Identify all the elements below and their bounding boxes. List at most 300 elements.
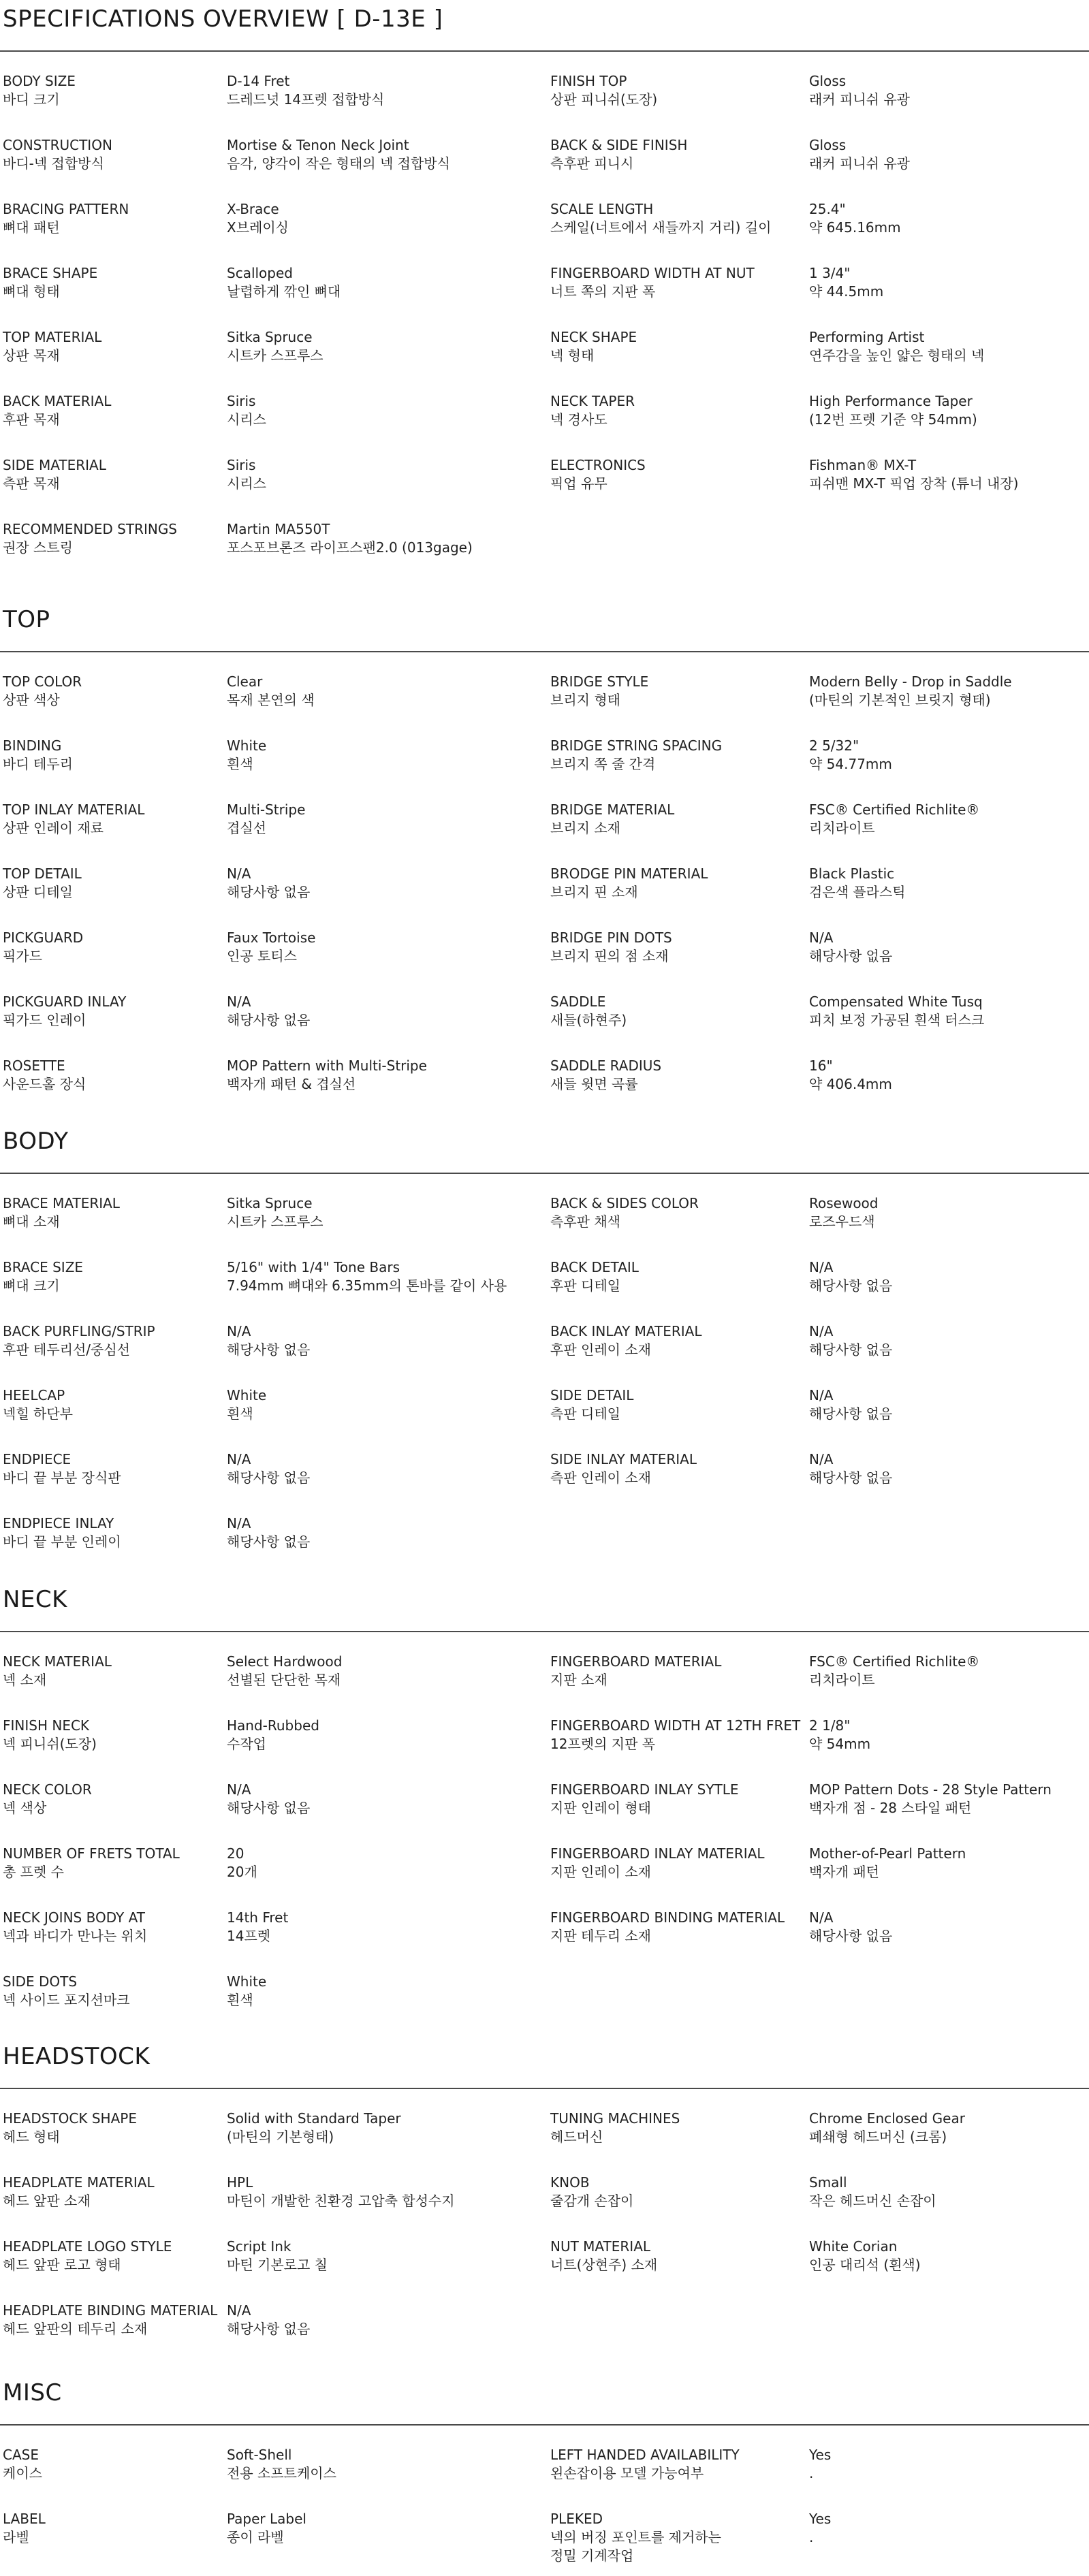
spec-value xyxy=(809,2238,921,2274)
spec-label xyxy=(550,1194,699,1231)
spec-value-en: D-14 Fret xyxy=(227,73,290,89)
spec-label-en: FINGERBOARD MATERIAL xyxy=(550,1653,722,1670)
spec-value-en: N/A xyxy=(227,1515,251,1531)
spec-label-ko: 새들 윗면 곡률 xyxy=(550,1076,638,1092)
spec-value-ko: 해당사항 없음 xyxy=(227,2321,311,2337)
spec-label xyxy=(550,456,646,493)
spec-value-en: N/A xyxy=(227,2302,251,2319)
spec-value-ko: 시트카 스프루스 xyxy=(227,347,323,364)
spec-value-en: White xyxy=(227,737,267,754)
spec-label-ko: 브리지 핀 소재 xyxy=(550,884,638,900)
spec-label-en: SIDE INLAY MATERIAL xyxy=(550,1451,697,1467)
spec-label xyxy=(3,865,82,902)
spec-label-ko: 상판 디테일 xyxy=(3,884,73,900)
spec-label-ko: 바디-넥 접합방식 xyxy=(3,155,104,172)
spec-value-en: 16" xyxy=(809,1058,833,1074)
spec-value xyxy=(809,1845,966,1881)
spec-label-en: LEFT HANDED AVAILABILITY xyxy=(550,2447,740,2463)
spec-label-ko: 픽업 유무 xyxy=(550,475,607,492)
spec-value-en: Modern Belly - Drop in Saddle xyxy=(809,673,1012,690)
spec-label-ko: 사운드홀 장식 xyxy=(3,1076,86,1092)
spec-label-ko: 측판 목재 xyxy=(3,475,60,492)
spec-value-ko: 리치라이트 xyxy=(809,1672,875,1688)
spec-value xyxy=(227,520,473,557)
spec-label-ko: 후판 테두리선/중심선 xyxy=(3,1341,130,1358)
spec-label-en: BRIDGE STRING SPACING xyxy=(550,737,723,754)
spec-label-ko: 브리지 쪽 줄 간격 xyxy=(550,756,656,772)
spec-value-en: Mother-of-Pearl Pattern xyxy=(809,1845,966,1862)
spec-label-en: RECOMMENDED STRINGS xyxy=(3,521,178,537)
spec-label-en: TOP DETAIL xyxy=(3,865,82,882)
spec-value-ko: 시트카 스프루스 xyxy=(227,1213,323,1230)
spec-value-en: Martin MA550T xyxy=(227,521,330,537)
spec-label-ko: 줄감개 손잡이 xyxy=(550,2193,634,2209)
spec-label xyxy=(550,737,722,774)
spec-value-en: Siris xyxy=(227,457,256,473)
spec-label-en: LABEL xyxy=(3,2511,46,2527)
spec-label-en: SCALE LENGTH xyxy=(550,201,654,217)
spec-label-en: BRIDGE MATERIAL xyxy=(550,801,675,818)
spec-label-ko: 바디 크기 xyxy=(3,91,60,108)
spec-label xyxy=(550,801,674,838)
spec-value xyxy=(227,2238,328,2274)
spec-value xyxy=(227,2446,336,2483)
spec-value xyxy=(809,136,910,173)
spec-value xyxy=(227,1909,288,1945)
spec-value xyxy=(809,801,979,838)
spec-label-en: PICKGUARD xyxy=(3,929,84,946)
spec-label-ko: 너트 쪽의 지판 폭 xyxy=(550,283,656,300)
spec-label xyxy=(3,1653,112,1689)
spec-value xyxy=(809,929,892,966)
spec-value xyxy=(809,1057,892,1094)
spec-label-ko: 넥 형태 xyxy=(550,347,595,364)
section-title-headstock: HEADSTOCK xyxy=(3,2043,151,2070)
spec-value xyxy=(227,2174,455,2210)
spec-value-ko: 백자개 패턴 & 겹실선 xyxy=(227,1076,356,1092)
spec-label xyxy=(550,673,648,710)
spec-label-ko: 정밀 기계작업 xyxy=(550,2547,634,2564)
spec-value-en: Select Hardwood xyxy=(227,1653,343,1670)
spec-value-en: Solid with Standard Taper xyxy=(227,2110,401,2127)
spec-label-ko: 바디 끝 부분 인레이 xyxy=(3,1533,121,1550)
spec-value-en: Clear xyxy=(227,673,263,690)
spec-value-ko: 시리스 xyxy=(227,475,266,492)
spec-label-en: BACK & SIDES COLOR xyxy=(550,1195,699,1211)
spec-label xyxy=(3,2446,42,2483)
spec-value-en: Rosewood xyxy=(809,1195,879,1211)
spec-label xyxy=(3,1386,73,1423)
spec-label-ko: 브리지 핀의 점 소재 xyxy=(550,948,669,964)
section-divider xyxy=(0,50,1089,52)
spec-value-ko: 선별된 단단한 목재 xyxy=(227,1672,341,1688)
spec-value xyxy=(227,72,384,109)
spec-label-ko: 권장 스트링 xyxy=(3,539,73,556)
spec-value-ko: 시리스 xyxy=(227,411,266,428)
spec-label xyxy=(3,1717,97,1753)
spec-value-ko: 흰색 xyxy=(227,756,253,772)
spec-value-ko: 리치라이트 xyxy=(809,820,875,836)
spec-value-ko: 흰색 xyxy=(227,1405,253,1422)
spec-value-en: Script Ink xyxy=(227,2238,291,2255)
spec-label-en: BRACING PATTERN xyxy=(3,201,129,217)
spec-label-en: BRACE SHAPE xyxy=(3,265,98,281)
spec-value-ko: 해당사항 없음 xyxy=(227,1800,311,1816)
spec-label-ko: 케이스 xyxy=(3,2465,42,2481)
spec-value-en: High Performance Taper xyxy=(809,393,973,409)
spec-label xyxy=(3,1973,130,2009)
spec-label-en: NECK JOINS BODY AT xyxy=(3,1909,145,1926)
spec-label xyxy=(550,1845,765,1881)
spec-value-ko: 작은 헤드머신 손잡이 xyxy=(809,2193,936,2209)
spec-label xyxy=(550,1781,739,1817)
spec-value-ko: 약 54mm xyxy=(809,1736,871,1752)
spec-label-en: SIDE MATERIAL xyxy=(3,457,106,473)
spec-value-en: White xyxy=(227,1387,267,1403)
spec-label-ko: 넥힐 하단부 xyxy=(3,1405,73,1422)
spec-value xyxy=(809,1258,892,1295)
spec-value xyxy=(809,1450,892,1487)
spec-value-ko: 해당사항 없음 xyxy=(809,948,893,964)
spec-value xyxy=(227,1386,266,1423)
spec-label xyxy=(3,1845,180,1881)
spec-value-ko: 겹실선 xyxy=(227,820,266,836)
spec-value xyxy=(809,328,984,365)
spec-value-en: Multi-Stripe xyxy=(227,801,306,818)
spec-label-ko: 픽가드 xyxy=(3,948,42,964)
spec-value xyxy=(809,993,984,1030)
spec-label xyxy=(550,200,771,237)
spec-label xyxy=(3,1057,86,1094)
spec-label-ko: 넥 색상 xyxy=(3,1800,47,1816)
spec-value-en: Performing Artist xyxy=(809,329,925,345)
spec-label-ko: 헤드 앞판 소재 xyxy=(3,2193,91,2209)
spec-value-en: Mortise & Tenon Neck Joint xyxy=(227,137,409,153)
spec-value-en: N/A xyxy=(227,1451,251,1467)
spec-value xyxy=(809,1386,892,1423)
spec-label-ko: 브리지 소재 xyxy=(550,820,620,836)
spec-value-en: Chrome Enclosed Gear xyxy=(809,2110,965,2127)
spec-value-ko: 종이 라벨 xyxy=(227,2529,284,2545)
spec-label xyxy=(550,2174,633,2210)
spec-label xyxy=(550,1386,633,1423)
spec-value-en: N/A xyxy=(227,865,251,882)
spec-label-ko: 헤드머신 xyxy=(550,2129,603,2145)
spec-value-ko: 약 44.5mm xyxy=(809,283,884,300)
spec-value-ko: 연주감을 높인 얇은 형태의 넥 xyxy=(809,347,985,364)
spec-value xyxy=(227,673,315,710)
spec-label-ko: 넥의 버징 포인트를 제거하는 xyxy=(550,2529,721,2545)
spec-value-en: FSC® Certified Richlite® xyxy=(809,1653,980,1670)
spec-value-ko: 수작업 xyxy=(227,1736,266,1752)
spec-value-ko: 해당사항 없음 xyxy=(227,1533,311,1550)
spec-label-ko: 후판 목재 xyxy=(3,411,60,428)
spec-label xyxy=(550,2510,721,2565)
spec-value-ko: 검은색 플라스틱 xyxy=(809,884,906,900)
spec-value-en: Faux Tortoise xyxy=(227,929,316,946)
spec-label-ko: 너트(상현주) 소재 xyxy=(550,2257,658,2273)
spec-value-en: FSC® Certified Richlite® xyxy=(809,801,980,818)
spec-value-en: 1 3/4" xyxy=(809,265,851,281)
spec-value xyxy=(227,1258,507,1295)
spec-value-en: Gloss xyxy=(809,137,847,153)
spec-value-en: MOP Pattern with Multi-Stripe xyxy=(227,1058,427,1074)
spec-value-en: Fishman® MX-T xyxy=(809,457,917,473)
spec-label xyxy=(550,1258,639,1295)
spec-value xyxy=(809,72,910,109)
section-title-top: TOP xyxy=(3,606,50,633)
spec-value-ko: 약 54.77mm xyxy=(809,756,892,772)
spec-label-en: ROSETTE xyxy=(3,1058,65,1074)
spec-label-en: NECK MATERIAL xyxy=(3,1653,112,1670)
spec-value xyxy=(809,2110,965,2146)
spec-label xyxy=(3,737,73,774)
spec-label-en: BRACE SIZE xyxy=(3,1259,84,1275)
spec-value-en: Yes xyxy=(809,2447,832,2463)
spec-label-ko: 뼈대 크기 xyxy=(3,1277,60,1294)
spec-value xyxy=(809,1717,870,1753)
spec-value-ko: 흰색 xyxy=(227,1992,253,2008)
spec-label-en: PLEKED xyxy=(550,2511,603,2527)
spec-value xyxy=(809,1909,892,1945)
spec-label-en: NUMBER OF FRETS TOTAL xyxy=(3,1845,180,1862)
spec-value xyxy=(227,993,310,1030)
spec-value-en: Small xyxy=(809,2174,847,2191)
spec-value xyxy=(809,200,901,237)
spec-value xyxy=(227,929,315,966)
spec-value-en: White xyxy=(227,1973,267,1990)
spec-label xyxy=(3,1258,83,1295)
spec-label xyxy=(3,2174,155,2210)
spec-value-ko: 래커 피니쉬 유광 xyxy=(809,91,910,108)
spec-label xyxy=(3,1514,121,1551)
spec-value xyxy=(227,328,323,365)
spec-value xyxy=(227,801,305,838)
spec-value-en: Sitka Spruce xyxy=(227,1195,313,1211)
spec-value xyxy=(809,392,977,429)
spec-label-ko: 넥과 바디가 만나는 위치 xyxy=(3,1928,148,1944)
spec-value-ko: 해당사항 없음 xyxy=(809,1928,893,1944)
spec-label xyxy=(3,2510,46,2547)
spec-value xyxy=(227,1845,257,1881)
spec-label xyxy=(550,72,657,109)
spec-label-en: BACK PURFLING/STRIP xyxy=(3,1323,155,1339)
spec-value-en: N/A xyxy=(809,1387,834,1403)
spec-label xyxy=(550,1717,800,1753)
spec-label-ko: 넥 소재 xyxy=(3,1672,47,1688)
spec-label-en: BACK MATERIAL xyxy=(3,393,112,409)
spec-label xyxy=(3,993,126,1030)
spec-value-ko: 백자개 패턴 xyxy=(809,1864,879,1880)
spec-label xyxy=(3,520,177,557)
spec-label-en: FINISH TOP xyxy=(550,73,627,89)
spec-value-en: White Corian xyxy=(809,2238,898,2255)
spec-label-ko: 상판 목재 xyxy=(3,347,60,364)
spec-value xyxy=(809,1781,1052,1817)
spec-value-en: N/A xyxy=(809,1451,834,1467)
spec-value-ko: 약 645.16mm xyxy=(809,219,901,236)
spec-value-en: Soft-Shell xyxy=(227,2447,292,2463)
spec-label-en: HEADPLATE MATERIAL xyxy=(3,2174,155,2191)
spec-label-en: CASE xyxy=(3,2447,39,2463)
spec-label-ko: 상판 피니쉬(도장) xyxy=(550,91,658,108)
spec-value-ko: . xyxy=(809,2465,814,2481)
spec-label-ko: 측판 디테일 xyxy=(550,1405,620,1422)
spec-value-en: 14th Fret xyxy=(227,1909,289,1926)
spec-label-en: NECK SHAPE xyxy=(550,329,637,345)
spec-value-en: Scalloped xyxy=(227,265,293,281)
spec-value-en: N/A xyxy=(809,1259,834,1275)
spec-label-ko: 후판 디테일 xyxy=(550,1277,620,1294)
spec-label-en: FINGERBOARD INLAY SYTLE xyxy=(550,1781,739,1798)
spec-value xyxy=(227,2110,401,2146)
section-divider xyxy=(0,651,1089,652)
spec-label xyxy=(3,2238,172,2274)
spec-label-en: SIDE DETAIL xyxy=(550,1387,634,1403)
spec-value-ko: 인공 토티스 xyxy=(227,948,297,964)
spec-label-en: SIDE DOTS xyxy=(3,1973,78,1990)
spec-label-ko: 측후판 채색 xyxy=(550,1213,620,1230)
spec-label-en: ENDPIECE xyxy=(3,1451,72,1467)
spec-label-ko: 스케일(너트에서 새들까지 거리) 길이 xyxy=(550,219,772,236)
spec-value-ko: 피치 보정 가공된 흰색 터스크 xyxy=(809,1012,985,1028)
spec-label-ko: 뼈대 패턴 xyxy=(3,219,60,236)
spec-label-en: FINGERBOARD WIDTH AT 12TH FRET xyxy=(550,1717,801,1734)
spec-label xyxy=(3,392,111,429)
section-divider xyxy=(0,1173,1089,1174)
spec-value xyxy=(227,1973,266,2009)
spec-label xyxy=(550,865,708,902)
spec-value-ko: 드레드넛 14프렛 접합방식 xyxy=(227,91,385,108)
spec-value-en: N/A xyxy=(227,993,251,1010)
spec-value-ko: (마틴의 기본적인 브릿지 형태) xyxy=(809,692,991,708)
spec-label-en: HEADPLATE BINDING MATERIAL xyxy=(3,2302,218,2319)
spec-label-ko: 브리지 형태 xyxy=(550,692,620,708)
spec-label-en: SADDLE xyxy=(550,993,606,1010)
spec-label-ko: 12프렛의 지판 폭 xyxy=(550,1736,656,1752)
spec-label-ko: 헤드 앞판 로고 형태 xyxy=(3,2257,121,2273)
spec-label xyxy=(550,2238,657,2274)
spec-label xyxy=(550,2110,680,2146)
spec-value-en: X-Brace xyxy=(227,201,279,217)
spec-value xyxy=(227,1194,323,1231)
spec-value-ko: 14프렛 xyxy=(227,1928,271,1944)
spec-value-ko: 마틴 기본로고 칠 xyxy=(227,2257,328,2273)
spec-label xyxy=(550,1322,702,1359)
spec-value-en: 2 5/32" xyxy=(809,737,859,754)
spec-value-en: Sitka Spruce xyxy=(227,329,313,345)
spec-value-ko: 약 406.4mm xyxy=(809,1076,892,1092)
section-divider xyxy=(0,2424,1089,2426)
spec-value xyxy=(809,2510,831,2547)
spec-value-ko: 포스포브론즈 라이프스팬2.0 (013gage) xyxy=(227,539,473,556)
spec-value xyxy=(809,1194,878,1231)
spec-value-en: Yes xyxy=(809,2511,832,2527)
spec-label xyxy=(3,136,112,173)
spec-value-ko: . xyxy=(809,2529,814,2545)
spec-label-ko: 상판 인레이 재료 xyxy=(3,820,104,836)
spec-label xyxy=(3,2302,217,2338)
spec-value-en: Compensated White Tusq xyxy=(809,993,983,1010)
spec-label-en: HEADSTOCK SHAPE xyxy=(3,2110,137,2127)
spec-value-ko: 해당사항 없음 xyxy=(227,1469,311,1486)
spec-value-ko: 날렵하게 깎인 뼈대 xyxy=(227,283,341,300)
spec-label-en: NECK COLOR xyxy=(3,1781,92,1798)
spec-value-en: MOP Pattern Dots - 28 Style Pattern xyxy=(809,1781,1052,1798)
spec-label-en: FINGERBOARD INLAY MATERIAL xyxy=(550,1845,765,1862)
spec-label-ko: 지판 인레이 소재 xyxy=(550,1864,651,1880)
spec-value xyxy=(227,456,266,493)
spec-label-en: ELECTRONICS xyxy=(550,457,646,473)
spec-label-ko: 헤드 앞판의 테두리 소재 xyxy=(3,2321,148,2337)
spec-label-en: KNOB xyxy=(550,2174,590,2191)
spec-value xyxy=(227,2510,306,2547)
spec-value xyxy=(227,737,266,774)
section-title-misc: MISC xyxy=(3,2379,62,2406)
spec-value-en: Black Plastic xyxy=(809,865,895,882)
spec-value-ko: 전용 소프트케이스 xyxy=(227,2465,336,2481)
spec-label-ko: 픽가드 인레이 xyxy=(3,1012,86,1028)
spec-value-en: Gloss xyxy=(809,73,847,89)
spec-value xyxy=(227,1450,310,1487)
spec-label-ko: 바디 테두리 xyxy=(3,756,73,772)
spec-label-ko: 총 프렛 수 xyxy=(3,1864,64,1880)
spec-label-en: HEELCAP xyxy=(3,1387,65,1403)
spec-label-en: FINGERBOARD BINDING MATERIAL xyxy=(550,1909,785,1926)
spec-value-ko: 피쉬맨 MX-T 픽업 장착 (튜너 내장) xyxy=(809,475,1019,492)
spec-value-ko: 마틴이 개발한 친환경 고압축 합성수지 xyxy=(227,2193,455,2209)
spec-label-en: CONSTRUCTION xyxy=(3,137,112,153)
spec-label-ko: 넥 사이드 포지션마크 xyxy=(3,1992,130,2008)
spec-label-ko: 바디 끝 부분 장식판 xyxy=(3,1469,121,1486)
spec-value xyxy=(227,264,341,301)
spec-value xyxy=(227,200,289,237)
spec-value-en: Hand-Rubbed xyxy=(227,1717,319,1734)
section-title-overview: SPECIFICATIONS OVERVIEW [ D-13E ] xyxy=(3,5,443,33)
spec-value xyxy=(227,1717,319,1753)
spec-value-ko: 백자개 점 - 28 스타일 패턴 xyxy=(809,1800,972,1816)
spec-value xyxy=(809,865,906,902)
spec-value-ko: 해당사항 없음 xyxy=(227,884,311,900)
spec-label-en: FINISH NECK xyxy=(3,1717,90,1734)
spec-label-ko: 지판 테두리 소재 xyxy=(550,1928,651,1944)
spec-label-en: TOP MATERIAL xyxy=(3,329,102,345)
spec-label-en: TOP INLAY MATERIAL xyxy=(3,801,145,818)
spec-label-en: HEADPLATE LOGO STYLE xyxy=(3,2238,172,2255)
spec-label xyxy=(3,1322,155,1359)
spec-value-ko: 해당사항 없음 xyxy=(809,1469,893,1486)
spec-value xyxy=(809,2446,831,2483)
spec-label-ko: 측판 인레이 소재 xyxy=(550,1469,651,1486)
spec-value-en: N/A xyxy=(227,1323,251,1339)
spec-value-en: N/A xyxy=(809,929,834,946)
spec-label xyxy=(550,328,637,365)
spec-label-ko: 헤드 형태 xyxy=(3,2129,60,2145)
spec-value-ko: (마틴의 기본형태) xyxy=(227,2129,334,2145)
spec-label-en: TOP COLOR xyxy=(3,673,82,690)
section-divider xyxy=(0,2088,1089,2089)
spec-value xyxy=(227,865,310,902)
spec-value-en: 20 xyxy=(227,1845,244,1862)
spec-label-ko: 지판 소재 xyxy=(550,1672,607,1688)
spec-value-en: 25.4" xyxy=(809,201,846,217)
spec-value xyxy=(227,2302,310,2338)
spec-label xyxy=(550,1057,661,1094)
spec-value-ko: 해당사항 없음 xyxy=(809,1341,893,1358)
spec-label xyxy=(550,2446,740,2483)
spec-label-ko: 새들(하현주) xyxy=(550,1012,627,1028)
spec-label xyxy=(3,264,97,301)
